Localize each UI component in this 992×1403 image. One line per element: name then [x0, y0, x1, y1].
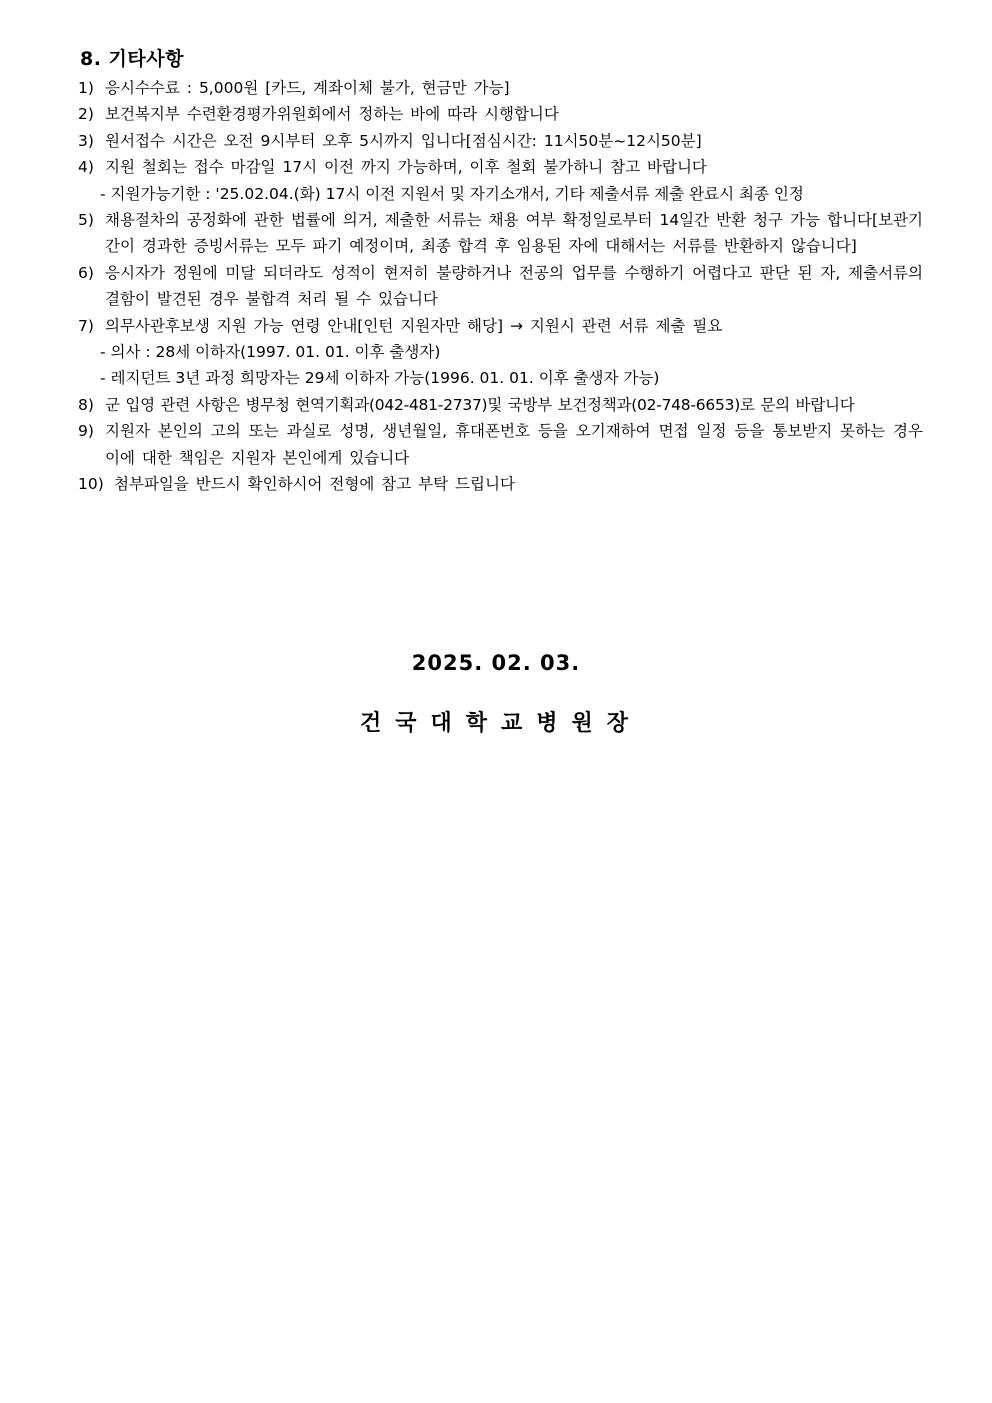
notice-list: [78, 75, 923, 498]
list-item: [78, 207, 923, 260]
item-number: 2): [78, 105, 94, 124]
item-number: 7): [78, 316, 94, 335]
list-item: [78, 260, 923, 313]
item-number: 10): [78, 475, 104, 494]
item-text: 지원 철회는 접수 마감일 17시 이전 까지 가능하며, 이후 철회 불가하니 참고 바랍니다: [105, 158, 707, 177]
issue-date: 2025. 02. 03.: [411, 651, 581, 675]
item-text: 지원자 본인의 고의 또는 과실로 성명, 생년월일, 휴대폰번호 등을 오기재하여 면접 일정 등을 통보받지 못하는 경우 이에 대한 책임은 지원자 본인에게 있습니다: [105, 422, 923, 467]
list-item: [78, 75, 923, 101]
issuer-signature: 건국대학교병원장: [359, 711, 643, 736]
item-text: 의무사관후보생 지원 가능 연령 안내[인턴 지원자만 해당] → 지원시 관련 서류 제출 필요: [105, 316, 723, 335]
list-item: [78, 128, 923, 154]
item-number: 6): [78, 263, 94, 282]
list-item: [78, 101, 923, 127]
list-item: [78, 392, 923, 418]
item-text: 첨부파일을 반드시 확인하시어 전형에 참고 부탁 드립니다: [114, 475, 515, 494]
item-number: 3): [78, 131, 94, 150]
item-text: 군 입영 관련 사항은 병무청 현역기획과(042-481-2737)및 국방부 보건정책과(02-748-6653)로 문의 바랍니다: [105, 395, 855, 414]
sub-item: - 지원가능기한 : '25.02.04.(화) 17시 이전 지원서 및 자기소개서, 기타 제출서류 제출 완료시 최종 인정: [100, 184, 804, 203]
list-item: [78, 154, 923, 180]
item-text: 채용절차의 공정화에 관한 법률에 의거, 제출한 서류는 채용 여부 확정일로부터 14일간 반환 청구 가능 합니다[보관기간이 경과한 증빙서류는 모두 파기 예정이며, 최종 합격 후 임용된 자에 대해서는 서류를 반환하지 않습니다]: [105, 211, 923, 256]
item-number: 8): [78, 395, 94, 414]
item-number: 4): [78, 158, 94, 177]
sub-item: - 레지던트 3년 과정 희망자는 29세 이하자 가능(1996. 01. 01. 이후 출생자 가능): [100, 369, 660, 388]
list-item: [78, 471, 923, 497]
section-title: 8. 기타사항: [80, 48, 184, 70]
list-item: [78, 418, 923, 471]
item-number: 1): [78, 79, 94, 97]
list-item: [78, 313, 923, 339]
sub-item: - 의사 : 28세 이하자(1997. 01. 01. 이후 출생자): [100, 343, 441, 362]
item-text: 응시수수료 : 5,000원 [카드, 계좌이체 불가, 현금만 가능]: [105, 79, 510, 97]
item-number: 5): [78, 211, 94, 230]
item-text: 원서접수 시간은 오전 9시부터 오후 5시까지 입니다[점심시간: 11시50분~12시50분]: [105, 131, 702, 150]
item-text: 응시자가 정원에 미달 되더라도 성적이 현저히 불량하거나 전공의 업무를 수행하기 어렵다고 판단 된 자, 제출서류의 결함이 발견된 경우 불합격 처리 될 수 있습니다: [105, 263, 923, 309]
item-text: 보건복지부 수련환경평가위원회에서 정하는 바에 따라 시행합니다: [105, 105, 559, 124]
item-number: 9): [78, 422, 94, 441]
